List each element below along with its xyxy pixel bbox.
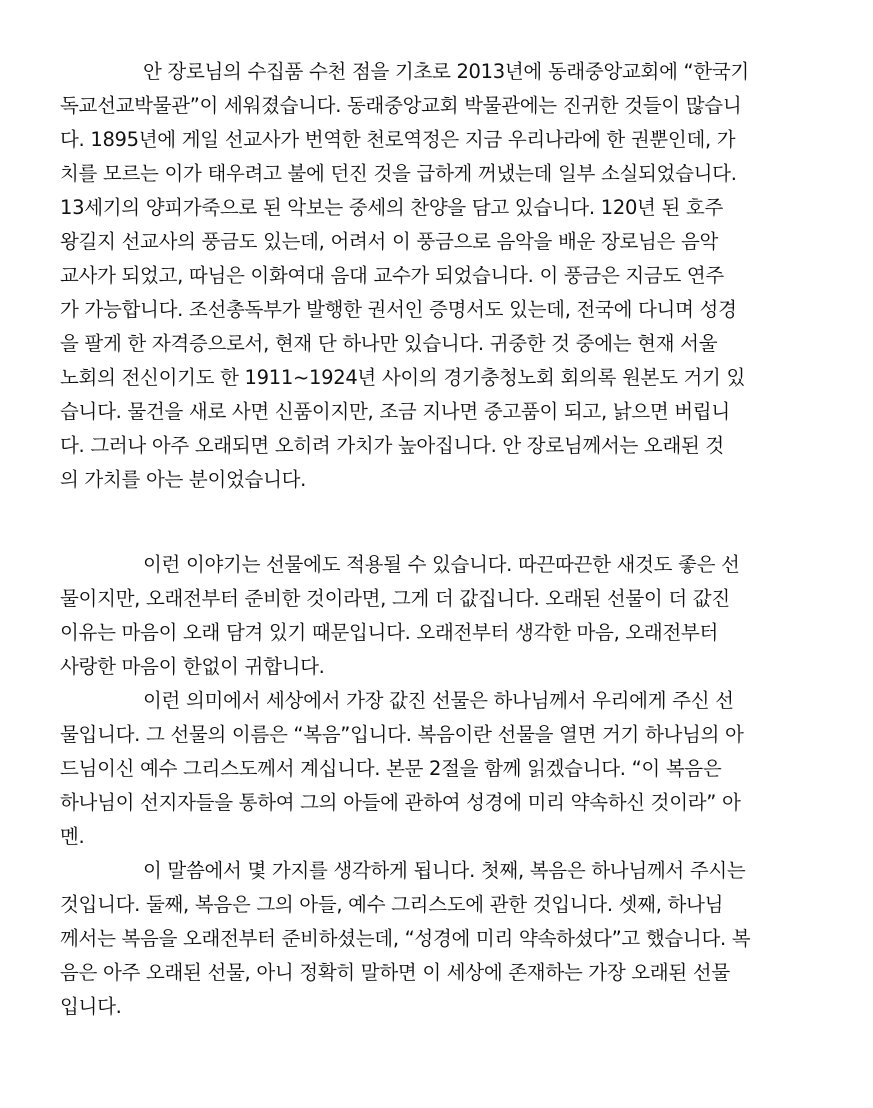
text-line: 독교선교박물관”이 세워졌습니다. 동래중앙교회 박물관에는 진귀한 것들이 많습니: [60, 94, 742, 117]
text-line: 사랑한 마음이 한없이 귀합니다.: [60, 655, 325, 678]
text-line: 음은 아주 오래된 선물, 아니 정확히 말하면 이 세상에 존재하는 가장 오래된 선물: [60, 961, 730, 984]
text-line: 이런 이야기는 선물에도 적용될 수 있습니다. 따끈따끈한 새것도 좋은 선: [143, 553, 740, 576]
text-line: 을 팔게 한 자격증으로서, 현재 단 하나만 있습니다. 귀중한 것 중에는 현재 서울: [60, 332, 718, 355]
text-line: 하나님이 선지자들을 통하여 그의 아들에 관하여 성경에 미리 약속하신 것이라” 아: [60, 791, 741, 814]
text-line: 물입니다. 그 선물의 이름은 “복음”입니다. 복음이란 선물을 열면 거기 하나님의 아: [60, 723, 744, 746]
text-line: 가 가능합니다. 조선총독부가 발행한 권서인 증명서도 있는데, 전국에 다니며 성경: [60, 298, 737, 321]
text-line: 치를 모르는 이가 태우려고 불에 던진 것을 급하게 꺼냈는데 일부 소실되었습니다.: [60, 162, 737, 185]
text-line: 이런 의미에서 세상에서 가장 값진 선물은 하나님께서 우리에게 주신 선: [143, 689, 734, 712]
text-line: 습니다. 물건을 새로 사면 신품이지만, 조금 지나면 중고품이 되고, 낡으면 버립니: [60, 400, 730, 423]
text-line: 안 장로님의 수집품 수천 점을 기초로 2013년에 동래중앙교회에 “한국기: [143, 60, 749, 83]
text-line: 13세기의 양피가죽으로 된 악보는 중세의 찬양을 담고 있습니다. 120년 된 호주: [60, 196, 723, 219]
text-line: 의 가치를 아는 분이었습니다.: [60, 468, 307, 491]
text-line: 이 말씀에서 몇 가지를 생각하게 됩니다. 첫째, 복음은 하나님께서 주시는: [143, 859, 746, 882]
text-line: 멘.: [60, 825, 85, 848]
text-line: 다. 1895년에 게일 선교사가 번역한 천로역정은 지금 우리나라에 한 권뿐인데, 가: [60, 128, 736, 151]
text-line: 드님이신 예수 그리스도께서 계십니다. 본문 2절을 함께 읽겠습니다. “이 복음은: [60, 757, 722, 780]
text-line: 교사가 되었고, 따님은 이화여대 음대 교수가 되었습니다. 이 풍금은 지금도 연주: [60, 264, 724, 287]
text-line: 것입니다. 둘째, 복음은 그의 아들, 예수 그리스도에 관한 것입니다. 셋째, 하나님: [60, 893, 724, 916]
text-line: 입니다.: [60, 995, 122, 1018]
text-line: 물이지만, 오래전부터 준비한 것이라면, 그게 더 값집니다. 오래된 선물이 더 값진: [60, 587, 730, 610]
text-line: 이유는 마음이 오래 담겨 있기 때문입니다. 오래전부터 생각한 마음, 오래전부터: [60, 621, 719, 644]
text-line: 다. 그러나 아주 오래되면 오히려 가치가 높아집니다. 안 장로님께서는 오래된 것: [60, 434, 724, 457]
text-line: 께서는 복음을 오래전부터 준비하셨는데, “성경에 미리 약속하셨다”고 했습니다. 복: [60, 927, 751, 950]
text-line: 왕길지 선교사의 풍금도 있는데, 어려서 이 풍금으로 음악을 배운 장로님은 음악: [60, 230, 719, 253]
text-line: 노회의 전신이기도 한 1911~1924년 사이의 경기충청노회 회의록 원본도 거기 있: [60, 366, 746, 389]
